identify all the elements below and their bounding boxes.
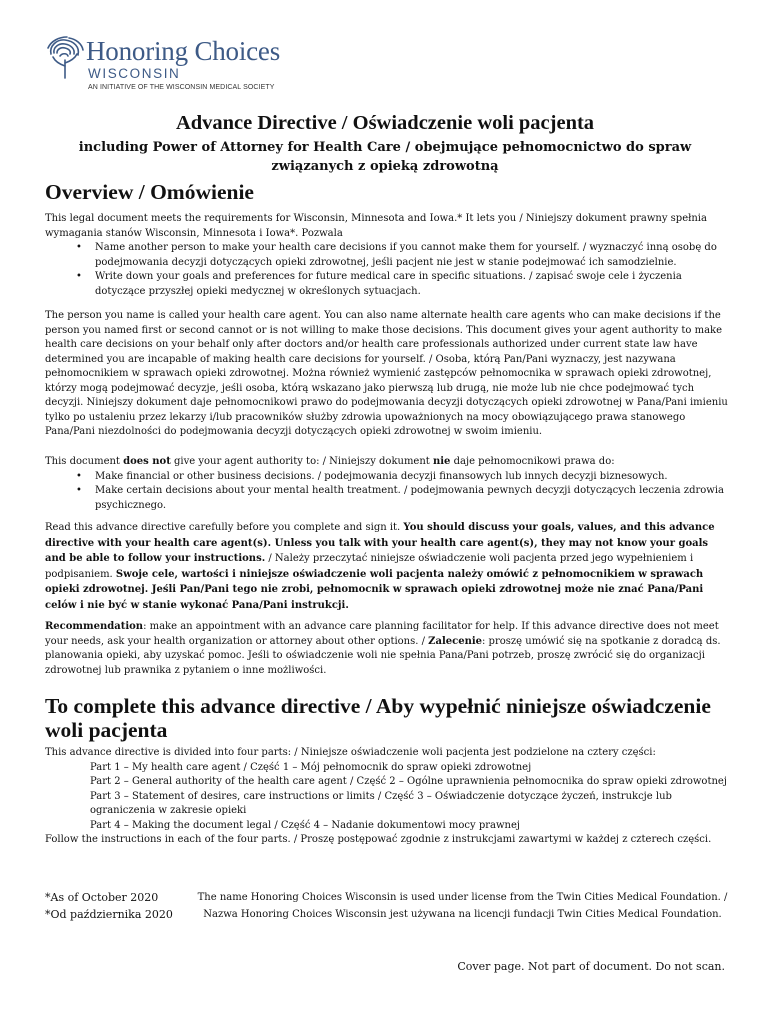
footnote-as-of: *As of October 2020 bbox=[45, 891, 159, 904]
list-item: • Make financial or other business decisions. / podejmowania decyzji finansowych lub innych decyzji biznesowych. bbox=[45, 470, 729, 485]
license-note bbox=[195, 889, 730, 923]
part-item: Part 2 – General authority of the health care agent / Część 2 – Ogólne uprawnienia pełnomocnika do spraw opieki zdrowotnej bbox=[90, 776, 727, 787]
list-item: • Write down your goals and preferences for future medical care in specific situations. / zapisać swoje cele i życzenia dotyczące przyszłej opieki medycznej w określonych sytuacjach. bbox=[45, 270, 729, 299]
text-run: : make an appointment with an advance care planning facilitator for help. If this advance directive does not meet your needs, ask your health organization or attorney about other options. / bbox=[45, 621, 719, 647]
overview-bullet-list bbox=[45, 241, 729, 299]
complete-outro: Follow the instructions in each of the four parts. / Proszę postępować zgodnie z instrukcjami zawartymi w każdej z czterech części. bbox=[45, 834, 712, 845]
overview-heading: Overview / Omówienie bbox=[45, 180, 254, 204]
no-authority-bullet-list bbox=[45, 470, 729, 514]
recommendation-paragraph bbox=[45, 620, 729, 678]
complete-intro: This advance directive is divided into four parts: / Niniejsze oświadczenie woli pacjenta jest podzielone na cztery części: bbox=[45, 747, 656, 758]
bold-text: nie bbox=[432, 456, 451, 467]
recommendation-text bbox=[45, 620, 729, 678]
text-run: daje pełnomocnikowi prawa do: bbox=[450, 456, 615, 467]
read-paragraph-text bbox=[45, 520, 729, 613]
list-item: • Make certain decisions about your mental health treatment. / podejmowania pewnych decyzji dotyczących leczenia zdrowia psychicznego. bbox=[45, 484, 729, 513]
complete-section bbox=[45, 746, 729, 848]
part-item: Part 4 – Making the document legal / Część 4 – Nadanie dokumentowi mocy prawnej bbox=[90, 819, 520, 831]
text-run: give your agent authority to: / Niniejszy dokument bbox=[170, 456, 433, 467]
bold-text: Recommendation bbox=[45, 621, 144, 632]
footnote-date bbox=[45, 889, 173, 923]
document-subtitle: including Power of Attorney for Health Care / obejmujące pełnomocnictwo do spraw związanych z opieką zdrowotną bbox=[78, 140, 692, 174]
overview-intro-section bbox=[45, 212, 729, 299]
text-run: This document bbox=[45, 456, 124, 467]
document-title: Advance Directive / Oświadczenie woli pacjenta bbox=[175, 112, 595, 134]
tree-swirl-icon bbox=[45, 36, 85, 80]
logo-state: WISCONSIN bbox=[88, 66, 181, 81]
no-authority-intro bbox=[45, 455, 729, 470]
agent-paragraph-text: The person you name is called your health care agent. You can also name alternate health care agents who can make decisions if the person you named first or second cannot or is not willing to make those decisions. This document gives your agent authority to make health care decisions on your behalf only after doctors and/or health care professionals authorized under current state law have determined you are incapable of making health care decisions for yourself. / Osoba, którą Pan/Pani wyznaczy, jest nazywana pełnomocnikiem w sprawach opieki zdrowotnej. Można również wymienić zastępców pełnomocnika w sprawach opieki zdrowotnej, którzy mogą podejmować decyzje, jeśli osoba, którą wskazano jako pierwszą lub drugą, nie może lub nie chce podejmować tych decyzji. Niniejszy dokument daje pełnomocnikowi prawo do podejmowania decyzji dotyczących opieki zdrowotnej w Pana/Pani imieniu tylko po ustaleniu przez lekarzy i/lub pracowników służby zdrowia upoważnionych na mocy obowiązującego prawa stanowego Pana/Pani niezdolności do podejmowania decyzji dotyczących opieki zdrowotnej w swoim imieniu. bbox=[45, 310, 728, 437]
logo-tagline: AN INITIATIVE OF THE WISCONSIN MEDICAL SOCIETY bbox=[88, 84, 275, 91]
logo-name: Honoring Choices bbox=[86, 36, 281, 66]
part-item: Part 3 – Statement of desires, care instructions or limits / Część 3 – Oświadczenie dotyczące życzeń, instrukcje lub ograniczenia w zakresie opieki bbox=[90, 790, 672, 816]
text-run: Read this advance directive carefully before you complete and sign it. bbox=[45, 522, 404, 533]
complete-heading: To complete this advance directive / Aby wypełnić niniejsze oświadczenie woli pacjenta bbox=[45, 694, 711, 742]
footnote-od: *Od października 2020 bbox=[45, 908, 173, 921]
honoring-choices-logo bbox=[45, 36, 365, 98]
part-item: Part 1 – My health care agent / Część 1 – Mój pełnomocnik do spraw opieki zdrowotnej bbox=[90, 761, 532, 773]
cover-page-note: Cover page. Not part of document. Do not scan. bbox=[457, 960, 725, 973]
list-item: • Name another person to make your health care decisions if you cannot make them for yourself. / wyznaczyć inną osobę do podejmowania decyzji dotyczących opieki zdrowotnej, jeśli pacjent nie jest w stanie podejmować ich samodzielnie. bbox=[45, 241, 729, 270]
bold-text: Zalecenie bbox=[428, 635, 482, 647]
read-paragraph bbox=[45, 520, 729, 613]
license-note-en: The name Honoring Choices Wisconsin is used under license from the Twin Cities Medical Foundation. / bbox=[197, 892, 728, 903]
text-run: / Należy przeczytać niniejsze oświadczenie woli pacjenta przed jego wypełnieniem i podpisaniem. bbox=[45, 553, 694, 580]
agent-paragraph bbox=[45, 309, 729, 440]
bold-text: You should discuss your goals, values, and this advance directive with your health care agent(s). Unless you talk with your health care agent(s), they may not know your goals and be able to follow your instructions. bbox=[45, 522, 715, 564]
bold-text: Swoje cele, wartości i niniejsze oświadczenie woli pacjenta należy omówić z pełnomocnikiem w sprawach opieki zdrowotnej. Jeśli Pan/Pani tego nie zrobi, pełnomocnik w sprawach opieki zdrowotnej może nie znać Pana/Pani celów i nie być w stanie wykonać Pana/Pani instrukcji. bbox=[45, 568, 704, 611]
text-run: : proszę umówić się na spotkanie z doradcą ds. planowania opieki, aby uzyskać pomoc. Jeśli to oświadczenie woli nie spełnia Pana/Pani potrzeb, proszę zwrócić się do organizacji zdrowotnej lub prawnika z pytaniem o inne możliwości. bbox=[45, 635, 721, 676]
license-note-pl: Nazwa Honoring Choices Wisconsin jest używana na licencji fundacji Twin Cities Medical Foundation. bbox=[203, 909, 722, 920]
bold-text: does not bbox=[123, 456, 171, 467]
overview-intro: This legal document meets the requirements for Wisconsin, Minnesota and Iowa.* It lets you / Niniejszy dokument prawny spełnia wymagania stanów Wisconsin, Minnesota i Iowa*. Pozwala bbox=[45, 213, 707, 239]
no-authority-section bbox=[45, 455, 729, 513]
